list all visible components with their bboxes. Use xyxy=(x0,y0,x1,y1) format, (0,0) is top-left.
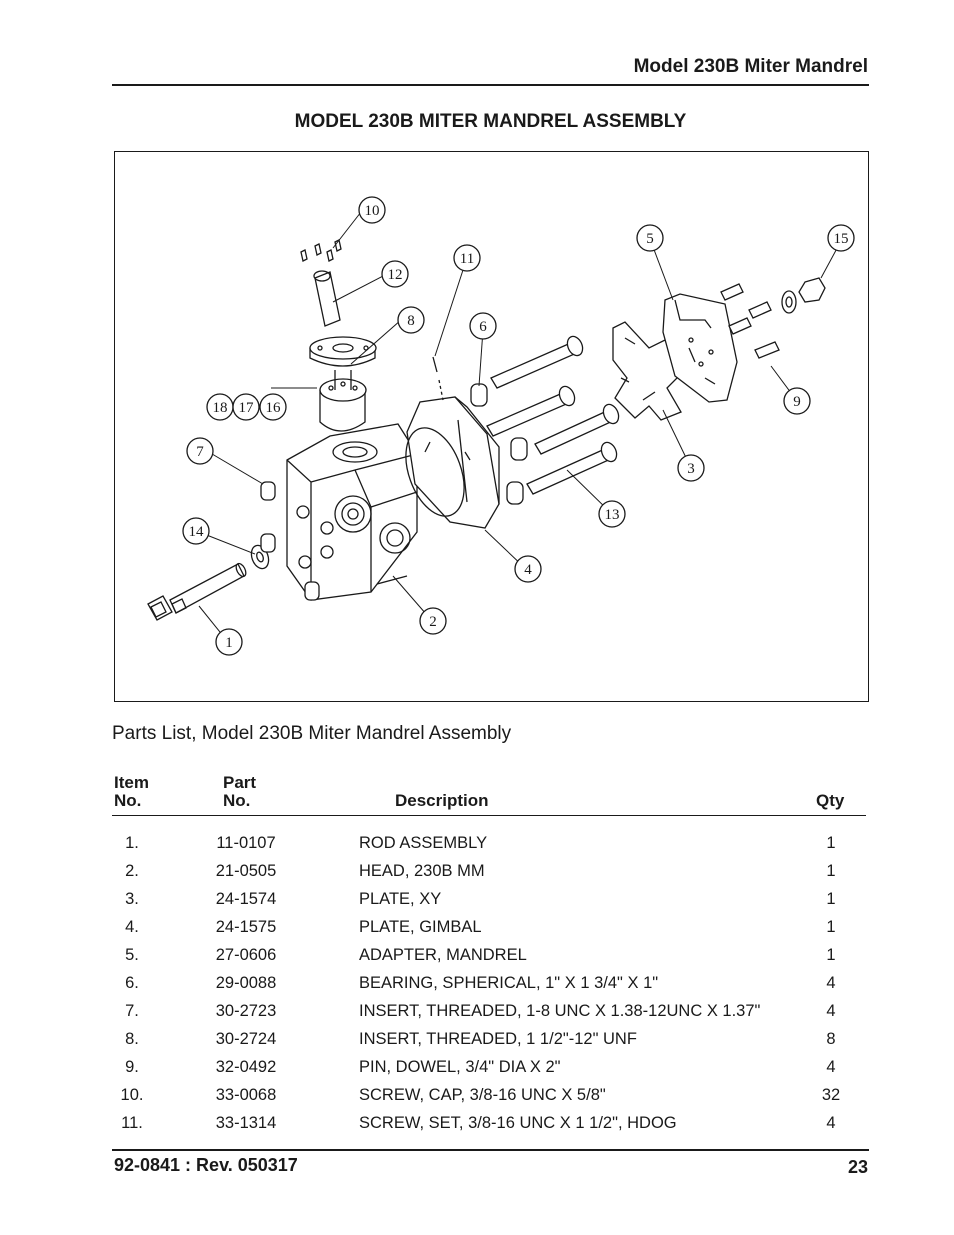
part-description: PIN, DOWEL, 3/4" DIA X 2" xyxy=(359,1058,561,1076)
callout-label-10: 10 xyxy=(364,203,380,219)
callout-label-14: 14 xyxy=(188,524,204,540)
part-qty: 1 xyxy=(826,834,836,852)
part-description: INSERT, THREADED, 1 1/2"-12" UNF xyxy=(359,1030,637,1048)
part-description: INSERT, THREADED, 1-8 UNC X 1.38-12UNC X 1.37" xyxy=(359,1002,761,1020)
part-qty: 1 xyxy=(826,862,836,880)
callout-label-16: 16 xyxy=(265,400,281,416)
callout-label-15: 15 xyxy=(833,231,849,247)
callout-label-11: 11 xyxy=(459,251,475,267)
callout-label-3: 3 xyxy=(687,461,695,477)
item-number: 7. xyxy=(125,1002,139,1020)
item-number: 5. xyxy=(125,946,139,964)
mandrel-adapter-part xyxy=(663,294,737,402)
col-header-item-line2: No. xyxy=(114,791,142,810)
callout-label-4: 4 xyxy=(524,562,532,578)
col-header-part-line2: No. xyxy=(223,791,251,810)
assembly-diagram xyxy=(114,151,869,702)
part-qty: 8 xyxy=(826,1030,836,1048)
part-qty: 32 xyxy=(821,1086,841,1104)
part-description: ROD ASSEMBLY xyxy=(359,834,488,852)
item-number: 9. xyxy=(125,1058,139,1076)
table-row xyxy=(0,890,954,918)
table-row xyxy=(0,1002,954,1030)
callout-label-1: 1 xyxy=(225,635,233,651)
part-number: 33-0068 xyxy=(215,1086,277,1104)
item-number: 3. xyxy=(125,890,139,908)
part-qty: 1 xyxy=(826,890,836,908)
callout-label-2: 2 xyxy=(429,614,437,630)
table-row xyxy=(0,862,954,890)
table-row xyxy=(0,834,954,862)
part-number: 32-0492 xyxy=(215,1058,277,1076)
table-row xyxy=(0,1114,954,1142)
part-description: BEARING, SPHERICAL, 1" X 1 3/4" X 1" xyxy=(359,974,659,992)
item-number: 6. xyxy=(125,974,139,992)
part-description: SCREW, SET, 3/8-16 UNC X 1 1/2", HDOG xyxy=(359,1114,677,1132)
part-number: 24-1575 xyxy=(215,918,277,936)
document-title: MODEL 230B MITER MANDREL ASSEMBLY xyxy=(294,111,687,132)
part-qty: 4 xyxy=(826,974,836,992)
callout-label-8: 8 xyxy=(407,313,415,329)
set-screw-part xyxy=(433,357,437,372)
part-number: 11-0107 xyxy=(216,834,276,852)
part-description: PLATE, XY xyxy=(359,890,442,908)
part-number: 27-0606 xyxy=(215,946,277,964)
item-number: 4. xyxy=(125,918,139,936)
callout-label-6: 6 xyxy=(479,319,487,335)
footer-rule xyxy=(112,1149,869,1151)
item-number: 11. xyxy=(121,1114,143,1132)
part-qty: 4 xyxy=(826,1002,836,1020)
parts-list-caption: Parts List, Model 230B Miter Mandrel Assembly xyxy=(112,723,512,744)
part-qty: 1 xyxy=(826,946,836,964)
bearing-stack-part xyxy=(301,240,376,431)
part-description: PLATE, GIMBAL xyxy=(359,918,482,936)
callout-label-9: 9 xyxy=(793,394,801,410)
col-header-qty: Qty xyxy=(816,791,845,810)
document-revision: 92-0841 : Rev. 050317 xyxy=(114,1155,298,1175)
item-number: 2. xyxy=(125,862,139,880)
callout-label-5: 5 xyxy=(646,231,654,247)
head-block-part xyxy=(261,424,417,600)
header-rule xyxy=(112,84,869,86)
part-number: 29-0088 xyxy=(215,974,277,992)
part-qty: 4 xyxy=(826,1114,836,1132)
item-number: 10. xyxy=(120,1086,144,1104)
part-qty: 1 xyxy=(826,918,836,936)
callout-bubbles xyxy=(183,197,854,655)
part-description: ADAPTER, MANDREL xyxy=(359,946,527,964)
table-row xyxy=(0,974,954,1002)
part-number: 33-1314 xyxy=(215,1114,277,1132)
col-header-description: Description xyxy=(395,791,489,810)
assembly-drawing xyxy=(115,152,870,703)
rod-assembly-part xyxy=(148,562,248,620)
col-header-part-line1: Part xyxy=(223,773,257,792)
callout-label-13: 13 xyxy=(604,507,620,523)
table-row xyxy=(0,1086,954,1114)
part-number: 24-1574 xyxy=(215,890,277,908)
table-row xyxy=(0,1030,954,1058)
callout-label-12: 12 xyxy=(387,267,403,283)
dowel-pins-part xyxy=(721,278,825,358)
part-number: 30-2723 xyxy=(215,1002,277,1020)
item-number: 1. xyxy=(125,834,139,852)
page-number: 23 xyxy=(847,1157,868,1177)
table-header-rule xyxy=(112,815,866,816)
item-number: 8. xyxy=(125,1030,139,1048)
callout-label-7: 7 xyxy=(196,444,204,460)
table-row xyxy=(0,1058,954,1086)
part-number: 21-0505 xyxy=(215,862,277,880)
part-description: SCREW, CAP, 3/8-16 UNC X 5/8" xyxy=(359,1086,606,1104)
callout-label-17: 17 xyxy=(238,400,254,416)
part-number: 30-2724 xyxy=(215,1030,277,1048)
part-description: HEAD, 230B MM xyxy=(359,862,485,880)
header-model-title: Model 230B Miter Mandrel xyxy=(633,56,868,77)
table-row xyxy=(0,918,954,946)
table-row xyxy=(0,946,954,974)
part-qty: 4 xyxy=(826,1058,836,1076)
col-header-item-line1: Item xyxy=(114,773,149,792)
callout-label-18: 18 xyxy=(212,400,228,416)
